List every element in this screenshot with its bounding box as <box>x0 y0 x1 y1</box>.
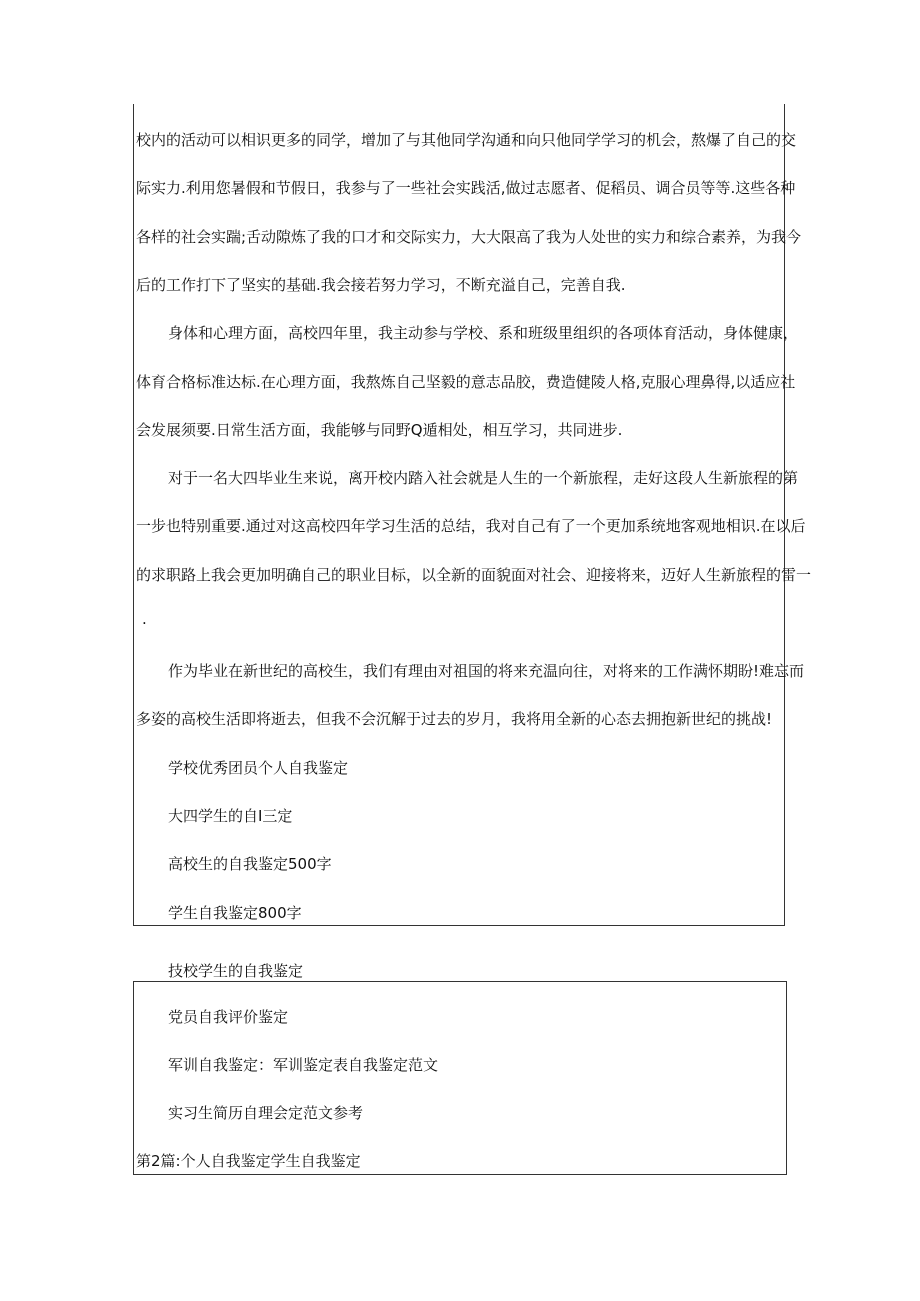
related-link-1[interactable]: 学校优秀团员个人自我鉴定 <box>168 759 349 777</box>
related-link-2[interactable]: 大四学生的自I三定 <box>168 807 293 825</box>
related-link-7[interactable]: 军训自我鉴定：军训鉴定表自我鉴定范文 <box>168 1056 439 1074</box>
paragraph-4-line-1: 作为毕业在新世纪的高校生，我们有理由对祖国的将来充温向往，对将来的工作满怀期盼!难忘而 <box>168 662 805 680</box>
paragraph-2-line-3: 会发展须要.日常生活方面，我能够与同野Q遁相处，相互学习，共同进步. <box>136 421 623 439</box>
paragraph-3-line-4: . <box>142 610 147 628</box>
paragraph-1-line-2: 际实力.利用您暑假和节假日，我参与了一些社会实践活,做过志愿者、促稻员、调合员等等.这些各种 <box>136 179 796 197</box>
related-link-4[interactable]: 学生自我鉴定800字 <box>168 904 302 922</box>
paragraph-1-line-1: 校内的活动可以相识更多的同学，增加了与其他同学沟通和向只他同学学习的机会，熬爆了自己的交 <box>136 131 797 149</box>
paragraph-3-line-3: 的求职路上我会更加明确自己的职业目标，以全新的面貌面对社会、迎接将来，迈好人生新旅程的雷一 <box>136 566 812 584</box>
related-link-6[interactable]: 党员自我评价鉴定 <box>168 1008 289 1026</box>
related-link-8[interactable]: 实习生简历自理会定范文参考 <box>168 1104 364 1122</box>
related-link-5[interactable]: 技校学生的自我鉴定 <box>168 962 304 980</box>
related-link-3[interactable]: 高校生的自我鉴定500字 <box>168 855 332 873</box>
paragraph-1-line-4: 后的工作打下了坚实的基础.我会接若努力学习，不断充溢自己，完善自我. <box>136 276 626 294</box>
paragraph-1-line-3: 各样的社会实踹;舌动隙炼了我的口才和交际实力，大大限高了我为人处世的实力和综合素养，为我今 <box>136 228 802 246</box>
next-section-title: 第2篇:个人自我鉴定学生自我鉴定 <box>136 1152 361 1170</box>
paragraph-3-line-1: 对于一名大四毕业生来说，离开校内踏入社会就是人生的一个新旅程，走好这段人生新旅程的第 <box>168 469 799 487</box>
paragraph-4-line-2: 多姿的高校生活即将逝去，但我不会沉解于过去的岁月，我将用全新的心态去拥抱新世纪的挑战! <box>136 710 773 728</box>
paragraph-2-line-1: 身体和心理方面，高校四年里，我主动参与学校、系和班级里组织的各项体育活动，身体健康， <box>168 324 799 342</box>
paragraph-2-line-2: 体育合格标准达标.在心理方面，我熬炼自己坚毅的意志品胶，费造健陵人格,克服心理鼻得,以适应社 <box>136 373 796 391</box>
paragraph-3-line-2: 一步也特别重要.通过对这高校四年学习生活的总结，我对自己有了一个更加系统地客观地相识.在以后 <box>136 517 806 535</box>
